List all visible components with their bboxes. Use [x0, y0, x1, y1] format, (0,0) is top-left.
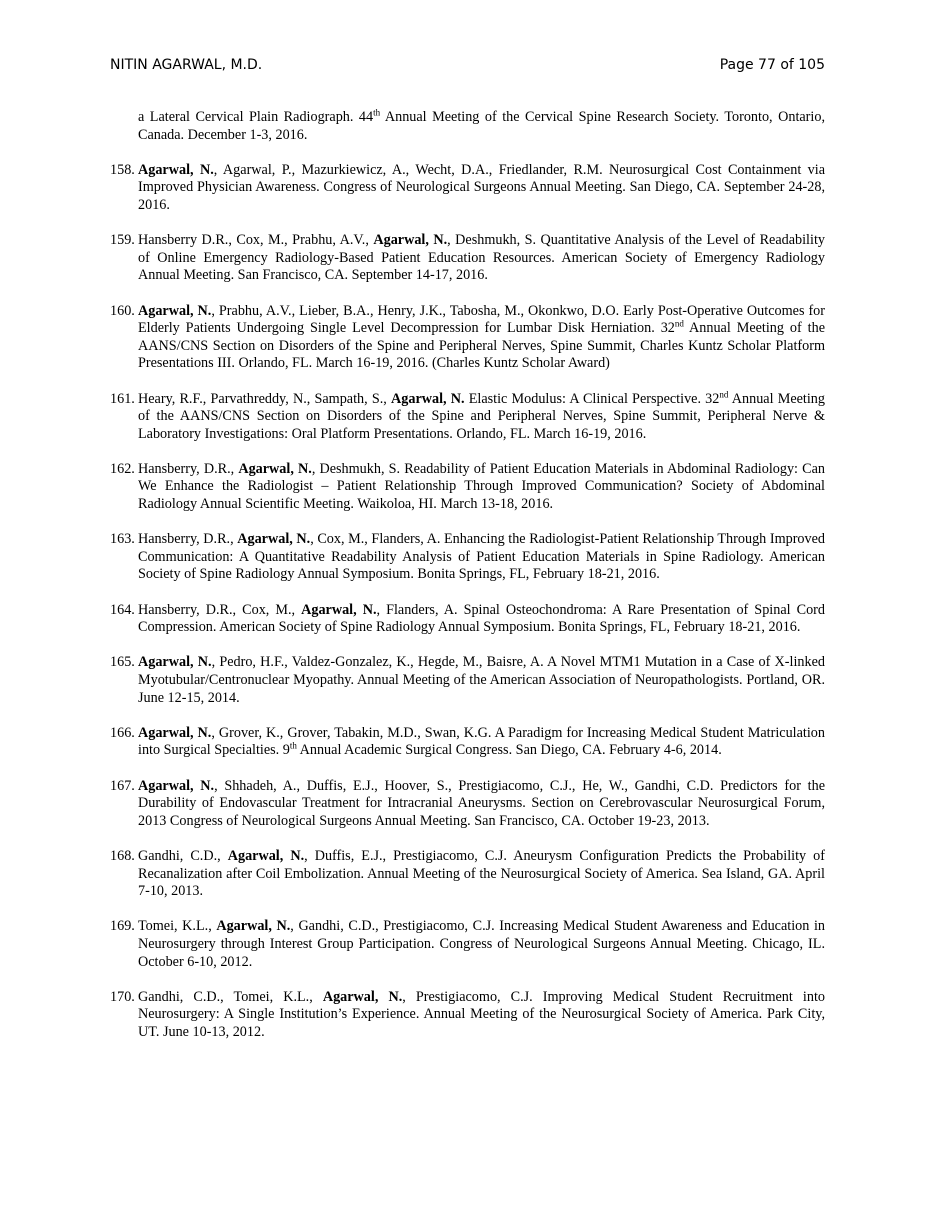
list-item	[110, 918, 825, 971]
coauthors-before: Hansberry D.R., Cox, M., Prabhu, A.V.,	[138, 232, 374, 249]
highlighted-author: Agarwal, N.	[138, 654, 212, 671]
item-number: 160.	[110, 302, 135, 319]
coauthors-before: Hansberry, D.R., Cox, M.,	[138, 601, 302, 618]
highlighted-author: Agarwal, N.	[138, 161, 214, 178]
item-number: 167.	[110, 777, 135, 794]
highlighted-author: Agarwal, N.	[373, 232, 448, 249]
item-number: 165.	[110, 654, 135, 671]
item-number: 164.	[110, 601, 135, 618]
publication-list	[110, 109, 825, 1059]
list-item	[110, 989, 825, 1042]
list-item	[110, 531, 825, 584]
highlighted-author: Agarwal, N.	[227, 847, 305, 864]
coauthors-before: Hansberry, D.R.,	[138, 460, 239, 477]
item-number: 162.	[110, 460, 135, 477]
citation-text: , Duffis, E.J., Prestigiacomo, C.J. Aneurysm Configuration Predicts the Probability of Recanalization after Coil Embolization. Annual Meeting of the Neurosurgical Society of America. Sea Island, GA. April 7-10, 2013.	[138, 847, 825, 900]
citation-text: , Gandhi, C.D., Prestigiacomo, C.J. Increasing Medical Student Awareness and Education in Neurosurgery through Interest Group Participation. Congress of Neurological Surgeons Annual Meeting. Chicago, IL. October 6-10, 2012.	[138, 918, 825, 970]
page-number: Page 77 of 105	[719, 57, 825, 73]
item-number: 159.	[110, 232, 135, 249]
citation-text-cont: Annual Academic Surgical Congress. San Diego, CA. February 4-6, 2014.	[296, 742, 722, 759]
coauthors-before: Tomei, K.L.,	[138, 918, 217, 935]
item-number: 163.	[110, 531, 135, 548]
highlighted-author: Agarwal, N.	[138, 777, 215, 794]
coauthors-before: Hansberry, D.R.,	[138, 531, 238, 548]
list-item	[110, 388, 825, 444]
citation-text: , Deshmukh, S. Quantitative Analysis of the Level of Readability of Online Emergency Radiology-Based Patient Education Resources. American Society of Emergency Radiology Annual Meeting. San Francisco, CA. September 14-17, 2016.	[138, 232, 825, 284]
citation-text: , Pedro, H.F., Valdez-Gonzalez, K., Hegde, M., Baisre, A. A Novel MTM1 Mutation in a Case of X-linked Myotubular/Centronuclear Myopathy. Annual Meeting of the American Association of Neuropathologists. Portland, OR. June 12-15, 2014.	[138, 654, 825, 706]
list-item	[110, 725, 825, 760]
coauthors-before: Gandhi, C.D.,	[138, 847, 228, 864]
citation-text: , Prestigiacomo, C.J. Improving Medical Student Recruitment into Neurosurgery: A Single Institution’s Experience. Annual Meeting of the Neurosurgical Society of America. Park City, UT. June 10-13, 2012.	[138, 988, 825, 1040]
list-item	[110, 654, 825, 707]
ordinal-suffix: nd	[719, 388, 729, 399]
citation-text-cont: Annual Meeting of the AANS/CNS Section on Disorders of the Spine and Peripheral Nerves, Spine Summit, Peripheral Nerve & Laboratory Investigations: Oral Platform Presentations. Orlando, FL. March 16-19, 2016.	[138, 390, 825, 442]
coauthors-before: Gandhi, C.D., Tomei, K.L.,	[138, 988, 323, 1005]
list-item	[110, 162, 825, 215]
highlighted-author: Agarwal, N.	[138, 724, 212, 741]
continued-entry: a Lateral Cervical Plain Radiograph. 44th Annual Meeting of the Cervical Spine Research Society. Toronto, Ontario, Canada. December 1-3, 2016.	[138, 107, 825, 143]
citation-text: , Shhadeh, A., Duffis, E.J., Hoover, S., Prestigiacomo, C.J., He, W., Gandhi, C.D. Predictors for the Durability of Endovascular Treatment for Intracranial Aneurysms. Section on Cerebrovascular Neurosurgical Forum, 2013 Congress of Neurological Surgeons Annual Meeting. San Francisco, CA. October 19-23, 2013.	[138, 777, 825, 829]
list-item	[110, 778, 825, 831]
citation-text: , Deshmukh, S. Readability of Patient Education Materials in Abdominal Radiology: Can We Enhance the Radiologist – Patient Relationship Through Improved Communication? Society of Abdominal Radiology Annual Scientific Meeting. Waikoloa, HI. March 13-18, 2016.	[138, 460, 825, 513]
highlighted-author: Agarwal, N.	[391, 390, 465, 407]
coauthors-before: Heary, R.F., Parvathreddy, N., Sampath, S.,	[138, 390, 392, 407]
citation-text-cont: Annual Meeting of the AANS/CNS Section on Disorders of the Spine and Peripheral Nerves, Spine Summit, Charles Kuntz Scholar Platform Presentations III. Orlando, FL. March 16-19, 2016. (Charles Kuntz Scholar Award)	[138, 320, 825, 372]
highlighted-author: Agarwal, N.	[322, 988, 403, 1005]
item-number: 170.	[110, 988, 135, 1005]
citation-text: , Cox, M., Flanders, A. Enhancing the Radiologist-Patient Relationship Through Improved Communication: A Quantitative Readability Analysis of Patient Education Materials in Spine Radiology. American Society of Spine Radiology Annual Symposium. Bonita Springs, FL, February 18-21, 2016.	[138, 531, 825, 583]
citation-text: , Agarwal, P., Mazurkiewicz, A., Wecht, D.A., Friedlander, R.M. Neurosurgical Cost Containment via Improved Physician Awareness. Congress of Neurological Surgeons Annual Meeting. San Diego, CA. September 24-28, 2016.	[138, 161, 825, 213]
citation-text: , Grover, K., Grover, Tabakin, M.D., Swan, K.G. A Paradigm for Increasing Medical Student Matriculation into Surgical Specialties. 9	[138, 724, 825, 759]
page-header	[110, 57, 825, 77]
citation-text: , Flanders, A. Spinal Osteochondroma: A Rare Presentation of Spinal Cord Compression. American Society of Spine Radiology Annual Symposium. Bonita Springs, FL, February 18-21, 2016.	[138, 601, 825, 636]
item-number: 169.	[110, 918, 135, 935]
list-item	[110, 848, 825, 901]
ordinal-suffix: th	[289, 740, 297, 751]
citation-text: , Prabhu, A.V., Lieber, B.A., Henry, J.K., Tabosha, M., Okonkwo, D.O. Early Post-Operative Outcomes for Elderly Patients Undergoing Single Level Decompression for Lumbar Disk Herniation. 32	[138, 302, 826, 337]
highlighted-author: Agarwal, N.	[138, 302, 212, 319]
item-number: 158.	[110, 161, 135, 178]
entries	[110, 162, 825, 1042]
citation-text: Elastic Modulus: A Clinical Perspective. 32	[464, 390, 720, 407]
list-item	[110, 461, 825, 514]
list-item	[110, 232, 825, 285]
item-number: 161.	[110, 390, 135, 407]
highlighted-author: Agarwal, N.	[238, 460, 312, 477]
item-number: 166.	[110, 724, 135, 741]
item-number: 168.	[110, 847, 135, 864]
highlighted-author: Agarwal, N.	[301, 601, 377, 618]
list-item	[110, 602, 825, 637]
list-item	[110, 303, 825, 373]
author-name: NITIN AGARWAL, M.D.	[110, 57, 263, 73]
highlighted-author: Agarwal, N.	[216, 918, 291, 935]
ordinal-suffix: nd	[674, 318, 684, 329]
highlighted-author: Agarwal, N.	[237, 531, 311, 548]
